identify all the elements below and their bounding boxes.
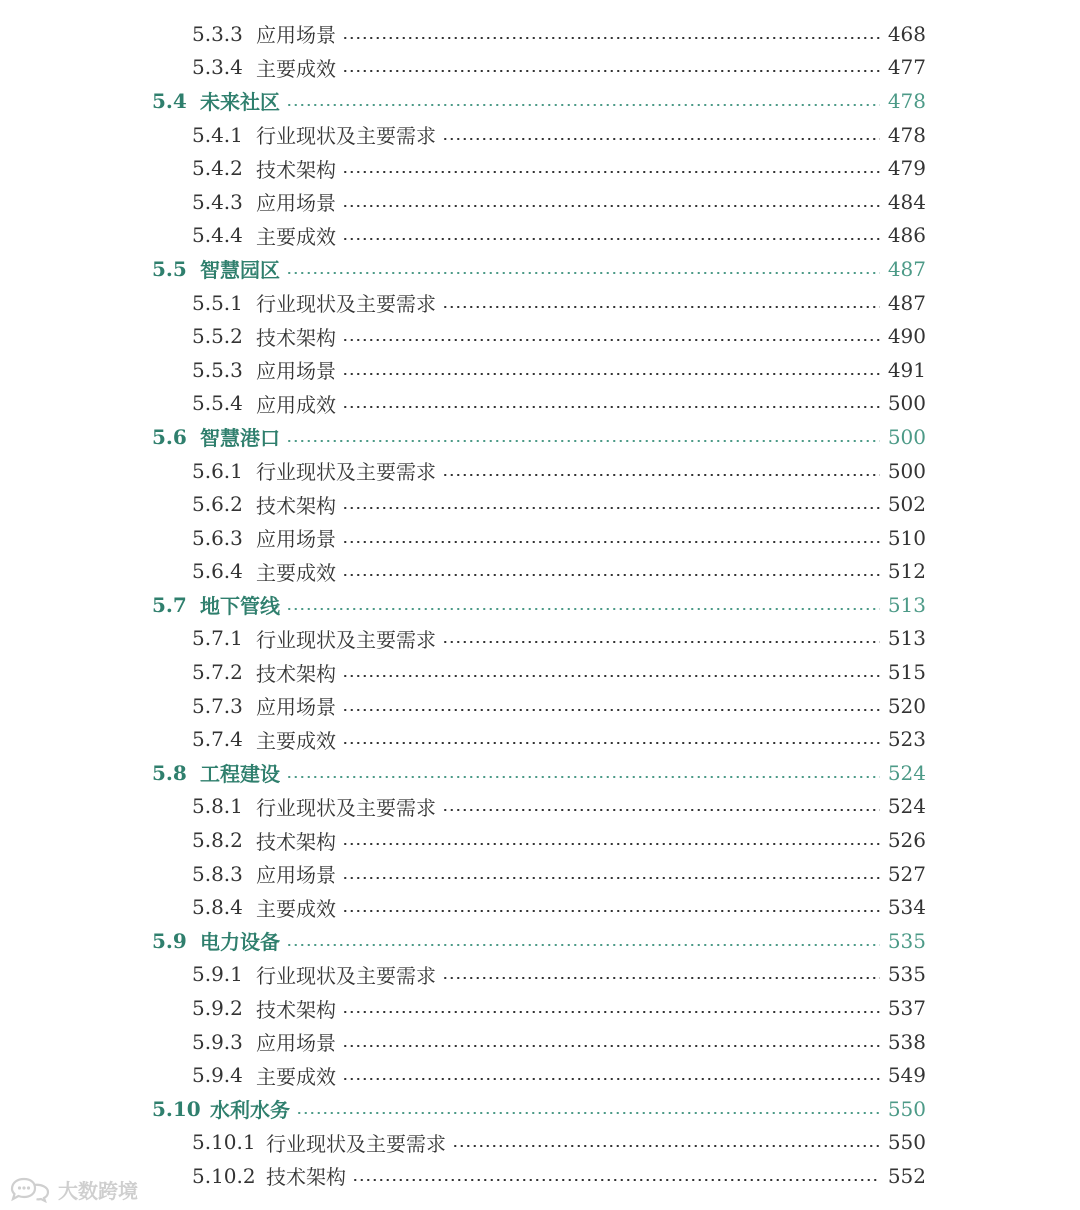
toc-subsection-row[interactable] [0, 622, 1080, 656]
toc-entry-title: 主要成效 [256, 224, 336, 249]
dot-leader [342, 339, 880, 341]
toc-page-number: 468 [887, 21, 926, 46]
dot-leader [342, 843, 880, 845]
toc-page-number: 550 [887, 1130, 926, 1155]
toc-entry-title: 主要成效 [256, 896, 336, 921]
toc-subsection-row[interactable] [0, 286, 1080, 320]
dot-leader [286, 272, 880, 274]
toc-entry-title: 主要成效 [256, 1064, 336, 1089]
toc-page-number: 510 [887, 525, 926, 550]
dot-leader [442, 138, 880, 140]
toc-entry-number: 5.5.3 [192, 357, 243, 382]
toc-section-row[interactable] [0, 1092, 1080, 1126]
toc-entry-title: 电力设备 [200, 930, 280, 955]
toc-entry-number: 5.7.4 [192, 727, 243, 752]
toc-entry-number: 5.6 [152, 424, 187, 449]
dot-leader [286, 944, 880, 946]
toc-entry-number: 5.6.1 [192, 458, 243, 483]
toc-page-number: 502 [887, 492, 926, 517]
toc-page-number: 550 [887, 1096, 926, 1121]
toc-entry-title: 智慧港口 [200, 426, 280, 451]
toc-entry-number: 5.8.4 [192, 895, 243, 920]
toc-page-number: 524 [887, 760, 926, 785]
toc-entry-number: 5.10 [152, 1096, 201, 1121]
toc-section-row[interactable] [0, 252, 1080, 286]
dot-leader [342, 171, 880, 173]
toc-page-number: 535 [887, 928, 926, 953]
toc-entry-title: 智慧园区 [200, 258, 280, 283]
dot-leader [342, 1078, 880, 1080]
dot-leader [442, 641, 880, 643]
dot-leader [342, 205, 880, 207]
toc-section-row[interactable] [0, 756, 1080, 790]
toc-page-number: 524 [887, 794, 926, 819]
toc-entry-title: 应用场景 [256, 359, 336, 384]
dot-leader [342, 910, 880, 912]
toc-page-number: 478 [887, 88, 926, 113]
toc-section-row[interactable] [0, 84, 1080, 118]
toc-subsection-row[interactable] [0, 722, 1080, 756]
toc-page-number: 534 [887, 895, 926, 920]
toc-subsection-row[interactable] [0, 219, 1080, 253]
toc-page-number: 487 [887, 290, 926, 315]
toc-entry-number: 5.5.2 [192, 324, 243, 349]
toc-entry-number: 5.9.1 [192, 962, 243, 987]
dot-leader [442, 474, 880, 476]
toc-entry-title: 技术架构 [266, 1165, 346, 1190]
toc-entry-title: 应用场景 [256, 695, 336, 720]
dot-leader [352, 1179, 880, 1181]
toc-section-row[interactable] [0, 588, 1080, 622]
toc-page-number: 484 [887, 189, 926, 214]
toc-entry-number: 5.7 [152, 592, 187, 617]
toc-entry-number: 5.4.3 [192, 189, 243, 214]
dot-leader [342, 541, 880, 543]
dot-leader [342, 238, 880, 240]
toc-entry-number: 5.3.4 [192, 55, 243, 80]
toc-subsection-row[interactable] [0, 185, 1080, 219]
toc-entry-title: 应用成效 [256, 392, 336, 417]
toc-subsection-row[interactable] [0, 118, 1080, 152]
toc-page-number: 515 [887, 660, 926, 685]
toc-entry-title: 水利水务 [210, 1098, 290, 1123]
toc-subsection-row[interactable] [0, 1058, 1080, 1092]
dot-leader [442, 306, 880, 308]
watermark [8, 1175, 138, 1204]
toc-page-number: 538 [887, 1029, 926, 1054]
toc-subsection-row[interactable] [0, 1159, 1080, 1193]
toc-entry-title: 行业现状及主要需求 [256, 627, 436, 652]
toc-entry-number: 5.5.4 [192, 391, 243, 416]
toc-page-number: 490 [887, 324, 926, 349]
toc-entry-number: 5.7.3 [192, 693, 243, 718]
toc-entry-title: 技术架构 [256, 493, 336, 518]
toc-subsection-row[interactable] [0, 1025, 1080, 1059]
toc-subsection-row[interactable] [0, 353, 1080, 387]
toc-entry-title: 行业现状及主要需求 [256, 460, 436, 485]
toc-page-number: 500 [887, 458, 926, 483]
toc-entry-number: 5.4.1 [192, 122, 243, 147]
toc-entry-number: 5.8.3 [192, 861, 243, 886]
table-of-contents [0, 17, 1080, 1193]
toc-entry-title: 技术架构 [256, 829, 336, 854]
dot-leader [442, 809, 880, 811]
toc-entry-number: 5.6.2 [192, 492, 243, 517]
toc-entry-number: 5.7.2 [192, 660, 243, 685]
toc-entry-title: 应用场景 [256, 23, 336, 48]
toc-entry-title: 应用场景 [256, 191, 336, 216]
toc-entry-title: 应用场景 [256, 863, 336, 888]
toc-page-number: 478 [887, 122, 926, 147]
chat-bubble-icon [8, 1177, 52, 1203]
toc-section-row[interactable] [0, 420, 1080, 454]
dot-leader [342, 37, 880, 39]
toc-page-number: 477 [887, 55, 926, 80]
toc-entry-title: 主要成效 [256, 728, 336, 753]
toc-entry-title: 行业现状及主要需求 [256, 292, 436, 317]
toc-subsection-row[interactable] [0, 857, 1080, 891]
toc-entry-title: 工程建设 [200, 762, 280, 787]
toc-subsection-row[interactable] [0, 51, 1080, 85]
toc-section-row[interactable] [0, 924, 1080, 958]
toc-subsection-row[interactable] [0, 790, 1080, 824]
toc-page-number: 486 [887, 223, 926, 248]
toc-page-number: 512 [887, 559, 926, 584]
toc-entry-number: 5.5 [152, 256, 187, 281]
toc-page-number: 513 [887, 626, 926, 651]
toc-subsection-row[interactable] [0, 1126, 1080, 1160]
toc-entry-title: 应用场景 [256, 527, 336, 552]
dot-leader [452, 1145, 880, 1147]
toc-page-number: 479 [887, 156, 926, 181]
toc-entry-title: 技术架构 [256, 157, 336, 182]
dot-leader [286, 608, 880, 610]
dot-leader [296, 1112, 880, 1114]
dot-leader [442, 977, 880, 979]
dot-leader [342, 70, 880, 72]
toc-entry-number: 5.8.2 [192, 828, 243, 853]
dot-leader [342, 742, 880, 744]
toc-entry-title: 地下管线 [200, 594, 280, 619]
dot-leader [342, 373, 880, 375]
toc-page-number: 513 [887, 592, 926, 617]
toc-subsection-row[interactable] [0, 151, 1080, 185]
toc-page-number: 535 [887, 962, 926, 987]
toc-entry-title: 行业现状及主要需求 [266, 1131, 446, 1156]
dot-leader [342, 709, 880, 711]
toc-entry-number: 5.9 [152, 928, 187, 953]
dot-leader [342, 675, 880, 677]
dot-leader [342, 507, 880, 509]
toc-entry-number: 5.4.4 [192, 223, 243, 248]
toc-page-number: 526 [887, 828, 926, 853]
toc-subsection-row[interactable] [0, 521, 1080, 555]
toc-page-number: 487 [887, 256, 926, 281]
toc-subsection-row[interactable] [0, 890, 1080, 924]
toc-page-number: 491 [887, 357, 926, 382]
toc-page-number: 500 [887, 424, 926, 449]
toc-page-number: 549 [887, 1063, 926, 1088]
toc-subsection-row[interactable] [0, 991, 1080, 1025]
toc-entry-title: 行业现状及主要需求 [256, 795, 436, 820]
toc-entry-number: 5.3.3 [192, 21, 243, 46]
dot-leader [286, 440, 880, 442]
watermark-text: 大数跨境 [58, 1179, 138, 1203]
toc-entry-title: 行业现状及主要需求 [256, 963, 436, 988]
toc-subsection-row[interactable] [0, 655, 1080, 689]
toc-subsection-row[interactable] [0, 319, 1080, 353]
dot-leader [286, 776, 880, 778]
toc-entry-title: 技术架构 [256, 325, 336, 350]
toc-subsection-row[interactable] [0, 17, 1080, 51]
toc-subsection-row[interactable] [0, 387, 1080, 421]
toc-page-number: 500 [887, 391, 926, 416]
toc-entry-number: 5.6.4 [192, 559, 243, 584]
toc-entry-title: 行业现状及主要需求 [256, 124, 436, 149]
toc-page-number: 523 [887, 727, 926, 752]
toc-entry-title: 技术架构 [256, 997, 336, 1022]
toc-entry-title: 应用场景 [256, 1031, 336, 1056]
dot-leader [342, 406, 880, 408]
toc-subsection-row[interactable] [0, 454, 1080, 488]
toc-entry-title: 主要成效 [256, 560, 336, 585]
toc-entry-title: 未来社区 [200, 90, 280, 115]
toc-subsection-row[interactable] [0, 487, 1080, 521]
toc-entry-number: 5.10.1 [192, 1130, 256, 1155]
toc-entry-number: 5.9.2 [192, 996, 243, 1021]
toc-entry-number: 5.9.3 [192, 1029, 243, 1054]
toc-page-number: 537 [887, 996, 926, 1021]
dot-leader [342, 574, 880, 576]
toc-entry-number: 5.7.1 [192, 626, 243, 651]
toc-entry-title: 主要成效 [256, 56, 336, 81]
toc-page-number: 527 [887, 861, 926, 886]
toc-page-number: 520 [887, 693, 926, 718]
dot-leader [342, 877, 880, 879]
toc-subsection-row[interactable] [0, 689, 1080, 723]
toc-entry-number: 5.8.1 [192, 794, 243, 819]
toc-subsection-row[interactable] [0, 823, 1080, 857]
toc-page-number: 552 [887, 1163, 926, 1188]
toc-entry-number: 5.10.2 [192, 1163, 256, 1188]
dot-leader [286, 104, 880, 106]
toc-entry-number: 5.8 [152, 760, 187, 785]
toc-subsection-row[interactable] [0, 555, 1080, 589]
toc-entry-number: 5.6.3 [192, 525, 243, 550]
toc-entry-number: 5.4.2 [192, 156, 243, 181]
dot-leader [342, 1011, 880, 1013]
toc-subsection-row[interactable] [0, 958, 1080, 992]
toc-entry-number: 5.9.4 [192, 1063, 243, 1088]
dot-leader [342, 1045, 880, 1047]
toc-entry-title: 技术架构 [256, 661, 336, 686]
toc-entry-number: 5.4 [152, 88, 187, 113]
toc-entry-number: 5.5.1 [192, 290, 243, 315]
